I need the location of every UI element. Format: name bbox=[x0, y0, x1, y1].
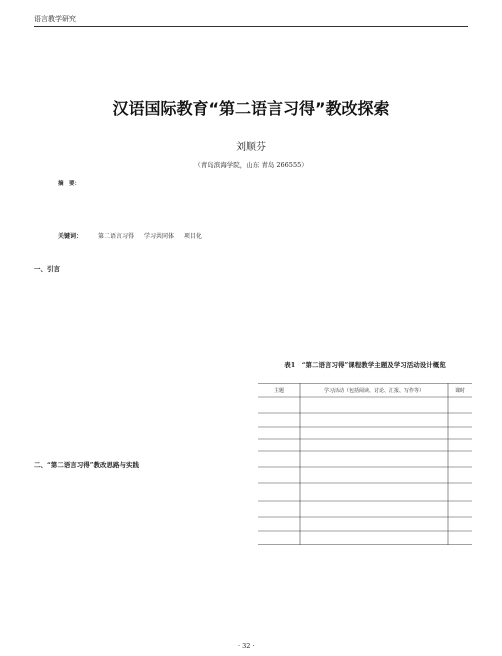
keywords bbox=[98, 231, 202, 240]
table-header-topic: 主题 bbox=[273, 388, 285, 394]
abstract-label: 摘 要： bbox=[58, 181, 81, 187]
table-header-activities: 学习活动（包括阅读、讨论、汇报、写作等） bbox=[323, 388, 425, 394]
table-grid bbox=[258, 383, 472, 545]
section-2-heading: 二、“第二语言习得”教改思路与实践 bbox=[34, 461, 139, 469]
abstract bbox=[58, 180, 444, 226]
table-caption: 表1 “第二语言习得”课程教学主题及学习活动设计概览 bbox=[284, 361, 446, 369]
affiliation: （青岛滨海学院，山东 青岛 266555） bbox=[194, 161, 308, 169]
table-header-hours: 课时 bbox=[454, 388, 466, 394]
running-head: 语言教学研究 bbox=[34, 15, 76, 23]
section-1-heading: 一、引言 bbox=[34, 265, 60, 273]
article-title: 汉语国际教育“第二语言习得”教改探索 bbox=[112, 99, 390, 118]
table bbox=[258, 383, 472, 545]
header-rule bbox=[34, 26, 468, 27]
author: 刘顺芬 bbox=[236, 142, 266, 153]
keyword: 第二语言习得 bbox=[98, 233, 135, 240]
keyword: 项目化 bbox=[183, 233, 202, 240]
page-number: · 32 · bbox=[238, 642, 255, 650]
keywords-label: 关键词： bbox=[58, 233, 83, 240]
keyword: 学习共同体 bbox=[143, 233, 174, 240]
